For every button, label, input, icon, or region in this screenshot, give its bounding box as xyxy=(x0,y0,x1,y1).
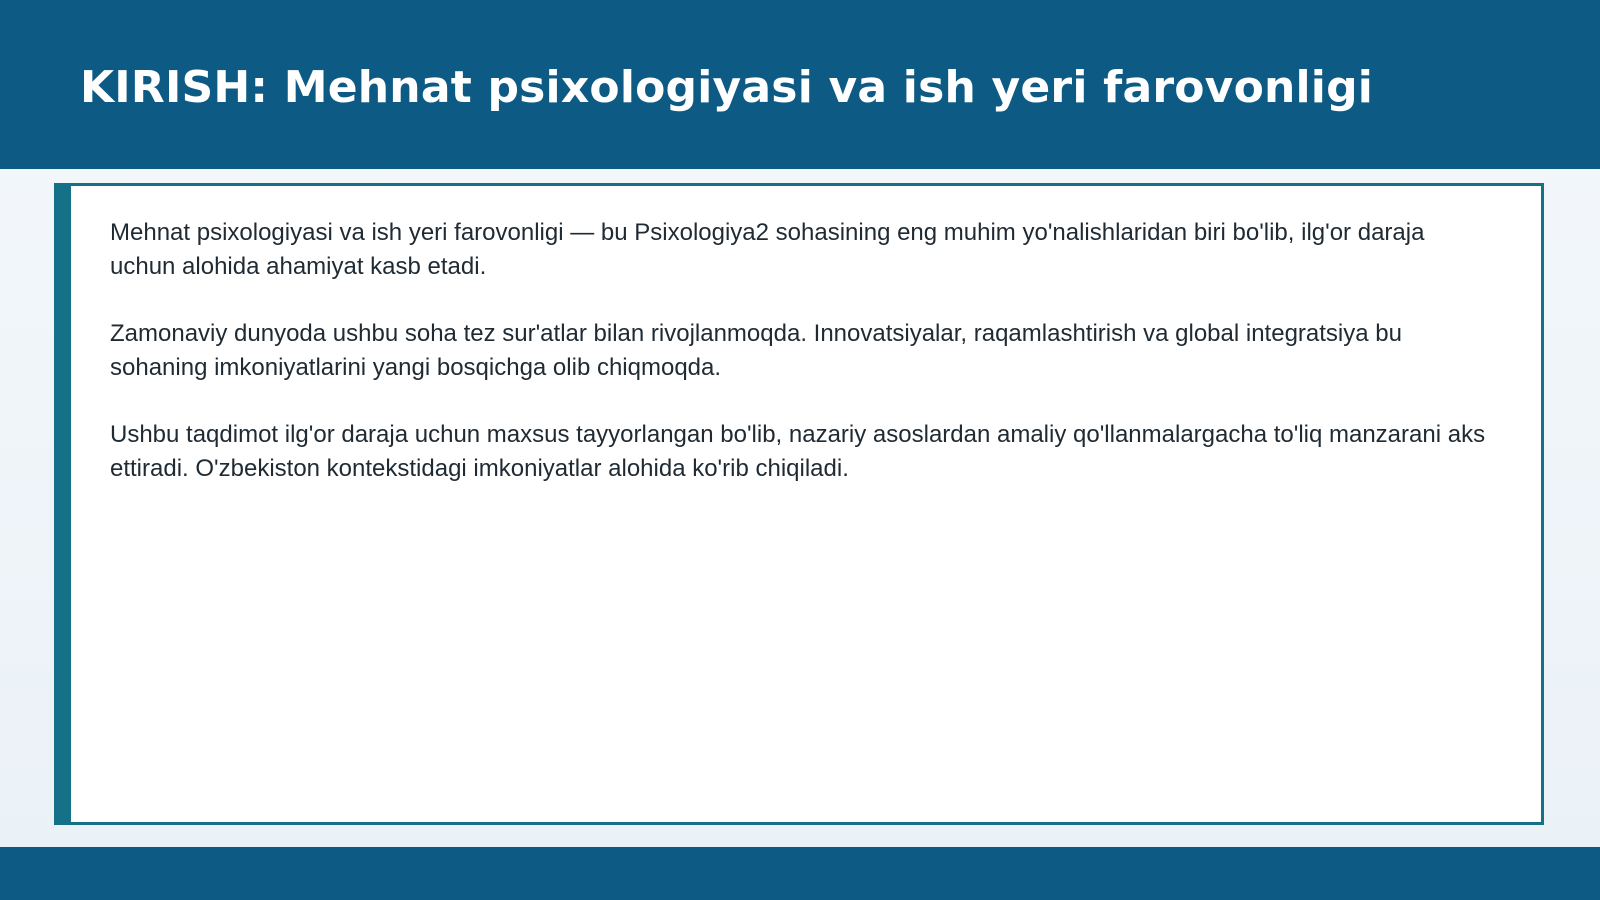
paragraph-3: Ushbu taqdimot ilg'or daraja uchun maxsus tayyorlangan bo'lib, nazariy asoslardan amaliy qo'llanmalargacha to'liq manzarani aks ettiradi. O'zbekiston kontekstidagi imkoniyatlar alohida ko'rib chiqiladi. xyxy=(110,421,1486,482)
slide-title: KIRISH: Mehnat psixologiyasi va ish yeri farovonligi xyxy=(80,62,1374,113)
title-bar xyxy=(0,0,1600,169)
paragraph-1: Mehnat psixologiyasi va ish yeri farovonligi — bu Psixologiya2 sohasining eng muhim yo'nalishlaridan biri bo'lib, ilg'or daraja uchun alohida ahamiyat kasb etadi. xyxy=(110,219,1425,280)
content-card xyxy=(54,183,1544,825)
content-body xyxy=(110,216,1490,519)
footer-bar xyxy=(0,847,1600,900)
paragraph-2: Zamonaviy dunyoda ushbu soha tez sur'atlar bilan rivojlanmoqda. Innovatsiyalar, raqamlashtirish va global integratsiya bu sohaning imkoniyatlarini yangi bosqichga olib chiqmoqda. xyxy=(110,320,1402,381)
